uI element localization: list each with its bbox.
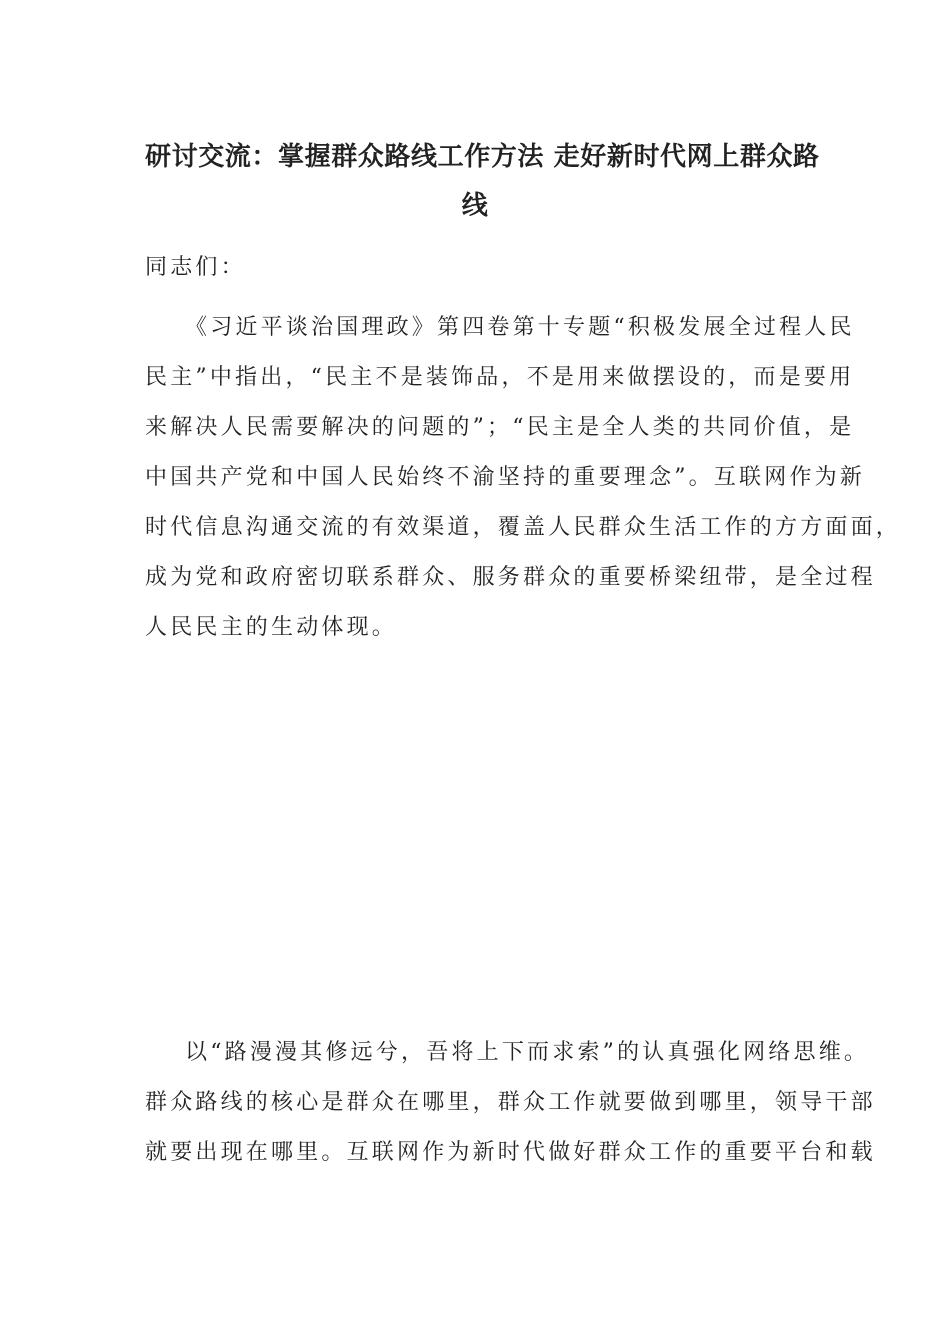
paragraph-line: 《习近平谈治国理政》第四卷第十专题“积极发展全过程人民 [185, 315, 855, 340]
paragraph-line: 人民民主的生动体现。 [145, 615, 398, 640]
paragraph-line: 成为党和政府密切联系群众、服务群众的重要桥梁纽带，是全过程 [145, 565, 876, 590]
paragraph-line: 群众路线的核心是群众在哪里，群众工作就要做到哪里，领导干部 [145, 1090, 876, 1115]
document-title-continued: 线 [461, 191, 489, 221]
paragraph-line: 来解决人民需要解决的问题的”；“民主是全人类的共同价值，是 [145, 415, 855, 440]
paragraph-line: 中国共产党和中国人民始终不渝坚持的重要理念”。互联网作为新 [145, 465, 866, 490]
paragraph-line: 民主”中指出，“民主不是装饰品，不是用来做摆设的，而是要用 [145, 365, 855, 390]
document-title: 研讨交流：掌握群众路线工作方法 走好新时代网上群众路 [145, 142, 820, 172]
paragraph-line: 就要出现在哪里。互联网作为新时代做好群众工作的重要平台和载 [145, 1140, 876, 1165]
paragraph-line: 时代信息沟通交流的有效渠道，覆盖人民群众生活工作的方方面面， [145, 515, 902, 540]
greeting: 同志们： [145, 255, 246, 280]
paragraph-line: 以“路漫漫其修远兮，吾将上下而求索”的认真强化网络思维。 [185, 1040, 870, 1065]
